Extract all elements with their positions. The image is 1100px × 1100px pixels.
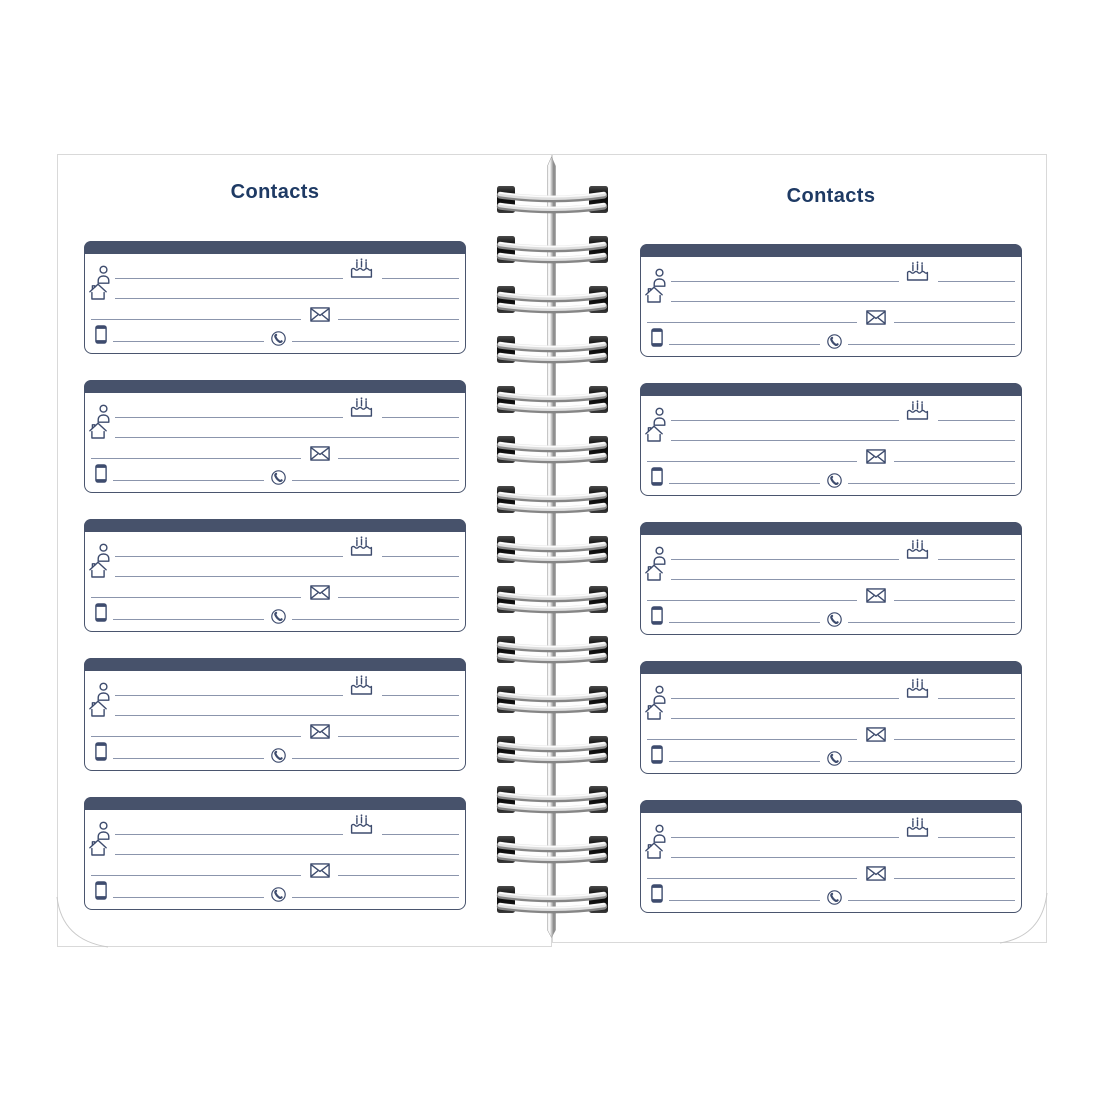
telephone-icon — [271, 887, 286, 902]
phone-line — [848, 483, 1015, 484]
telephone-icon — [271, 331, 286, 346]
home-icon — [89, 283, 107, 300]
person-icon — [653, 268, 666, 287]
home-icon — [645, 425, 663, 442]
envelope-icon — [310, 446, 330, 461]
birthday-line — [382, 556, 459, 557]
mobile-line — [669, 761, 820, 762]
envelope-icon — [866, 449, 886, 464]
card-header-bar — [84, 380, 466, 393]
address-line — [115, 854, 459, 855]
page-title: Contacts — [230, 181, 320, 203]
name-line — [671, 837, 899, 838]
birthday-line — [382, 834, 459, 835]
page-title: Contacts — [786, 185, 876, 207]
birthday-cake-icon — [905, 399, 930, 420]
address-line — [671, 718, 1015, 719]
birthday-cake-icon — [349, 535, 374, 556]
email-line-right — [894, 739, 1015, 740]
person-icon — [653, 407, 666, 426]
contact-card — [640, 800, 1022, 913]
birthday-line — [382, 417, 459, 418]
email-line-left — [647, 739, 857, 740]
email-line-right — [894, 878, 1015, 879]
envelope-icon — [310, 724, 330, 739]
person-icon — [97, 821, 110, 840]
email-line-left — [647, 461, 857, 462]
birthday-line — [382, 278, 459, 279]
email-line-right — [338, 875, 459, 876]
email-line-left — [91, 319, 301, 320]
mobile-phone-icon — [95, 464, 107, 483]
card-header-bar — [640, 661, 1022, 674]
email-line-right — [338, 736, 459, 737]
name-line — [671, 559, 899, 560]
address-line — [115, 437, 459, 438]
card-header-bar — [84, 519, 466, 532]
person-icon — [97, 543, 110, 562]
name-line — [115, 695, 343, 696]
telephone-icon — [271, 748, 286, 763]
contact-card — [84, 519, 466, 632]
address-line — [671, 857, 1015, 858]
mobile-line — [113, 480, 264, 481]
birthday-cake-icon — [349, 813, 374, 834]
birthday-line — [938, 559, 1015, 560]
email-line-left — [91, 875, 301, 876]
email-line-right — [894, 600, 1015, 601]
card-header-bar — [640, 800, 1022, 813]
card-header-bar — [640, 522, 1022, 535]
person-icon — [97, 682, 110, 701]
mobile-phone-icon — [651, 745, 663, 764]
email-line-right — [338, 319, 459, 320]
contact-card — [84, 797, 466, 910]
phone-line — [848, 900, 1015, 901]
home-icon — [89, 422, 107, 439]
person-icon — [653, 824, 666, 843]
name-line — [115, 834, 343, 835]
mobile-line — [669, 483, 820, 484]
mobile-phone-icon — [651, 606, 663, 625]
phone-line — [292, 341, 459, 342]
birthday-cake-icon — [905, 538, 930, 559]
email-line-left — [647, 322, 857, 323]
home-icon — [89, 561, 107, 578]
home-icon — [89, 700, 107, 717]
name-line — [671, 281, 899, 282]
card-header-bar — [640, 383, 1022, 396]
envelope-icon — [866, 727, 886, 742]
email-line-right — [894, 461, 1015, 462]
home-icon — [645, 564, 663, 581]
person-icon — [653, 546, 666, 565]
email-line-left — [91, 597, 301, 598]
right-page — [552, 154, 1047, 943]
email-line-right — [338, 597, 459, 598]
name-line — [671, 698, 899, 699]
birthday-line — [382, 695, 459, 696]
mobile-phone-icon — [95, 742, 107, 761]
telephone-icon — [827, 334, 842, 349]
address-line — [115, 298, 459, 299]
left-page — [57, 154, 552, 947]
birthday-cake-icon — [349, 674, 374, 695]
birthday-cake-icon — [905, 677, 930, 698]
mobile-line — [113, 341, 264, 342]
envelope-icon — [866, 866, 886, 881]
phone-line — [848, 761, 1015, 762]
mobile-line — [669, 622, 820, 623]
birthday-cake-icon — [905, 816, 930, 837]
address-line — [671, 579, 1015, 580]
envelope-icon — [310, 585, 330, 600]
mobile-phone-icon — [651, 467, 663, 486]
telephone-icon — [271, 470, 286, 485]
home-icon — [645, 703, 663, 720]
name-line — [115, 556, 343, 557]
mobile-phone-icon — [651, 884, 663, 903]
envelope-icon — [310, 863, 330, 878]
phone-line — [292, 897, 459, 898]
contact-card — [84, 241, 466, 354]
address-line — [671, 301, 1015, 302]
address-line — [671, 440, 1015, 441]
email-line-right — [894, 322, 1015, 323]
name-line — [115, 278, 343, 279]
home-icon — [645, 286, 663, 303]
mobile-line — [669, 344, 820, 345]
mobile-phone-icon — [95, 603, 107, 622]
contact-card — [84, 658, 466, 771]
contact-card — [640, 383, 1022, 496]
mobile-line — [669, 900, 820, 901]
card-header-bar — [84, 658, 466, 671]
mobile-phone-icon — [651, 328, 663, 347]
contact-card-list — [84, 241, 466, 936]
phone-line — [848, 344, 1015, 345]
contact-card — [640, 522, 1022, 635]
telephone-icon — [827, 751, 842, 766]
telephone-icon — [827, 890, 842, 905]
person-icon — [97, 265, 110, 284]
contact-card-list — [640, 244, 1022, 939]
birthday-cake-icon — [349, 257, 374, 278]
birthday-cake-icon — [349, 396, 374, 417]
email-line-left — [647, 600, 857, 601]
card-header-bar — [84, 797, 466, 810]
mobile-line — [113, 897, 264, 898]
envelope-icon — [866, 310, 886, 325]
birthday-line — [938, 281, 1015, 282]
mobile-line — [113, 758, 264, 759]
contact-card — [640, 244, 1022, 357]
birthday-cake-icon — [905, 260, 930, 281]
birthday-line — [938, 837, 1015, 838]
address-line — [115, 576, 459, 577]
address-line — [115, 715, 459, 716]
name-line — [115, 417, 343, 418]
phone-line — [292, 619, 459, 620]
email-line-right — [338, 458, 459, 459]
telephone-icon — [827, 473, 842, 488]
telephone-icon — [271, 609, 286, 624]
phone-line — [292, 480, 459, 481]
person-icon — [653, 685, 666, 704]
home-icon — [645, 842, 663, 859]
mobile-phone-icon — [95, 325, 107, 344]
mobile-line — [113, 619, 264, 620]
phone-line — [292, 758, 459, 759]
telephone-icon — [827, 612, 842, 627]
birthday-line — [938, 420, 1015, 421]
envelope-icon — [310, 307, 330, 322]
birthday-line — [938, 698, 1015, 699]
home-icon — [89, 839, 107, 856]
email-line-left — [91, 458, 301, 459]
phone-line — [848, 622, 1015, 623]
contact-card — [640, 661, 1022, 774]
envelope-icon — [866, 588, 886, 603]
contact-card — [84, 380, 466, 493]
name-line — [671, 420, 899, 421]
card-header-bar — [640, 244, 1022, 257]
mobile-phone-icon — [95, 881, 107, 900]
card-header-bar — [84, 241, 466, 254]
email-line-left — [647, 878, 857, 879]
email-line-left — [91, 736, 301, 737]
person-icon — [97, 404, 110, 423]
